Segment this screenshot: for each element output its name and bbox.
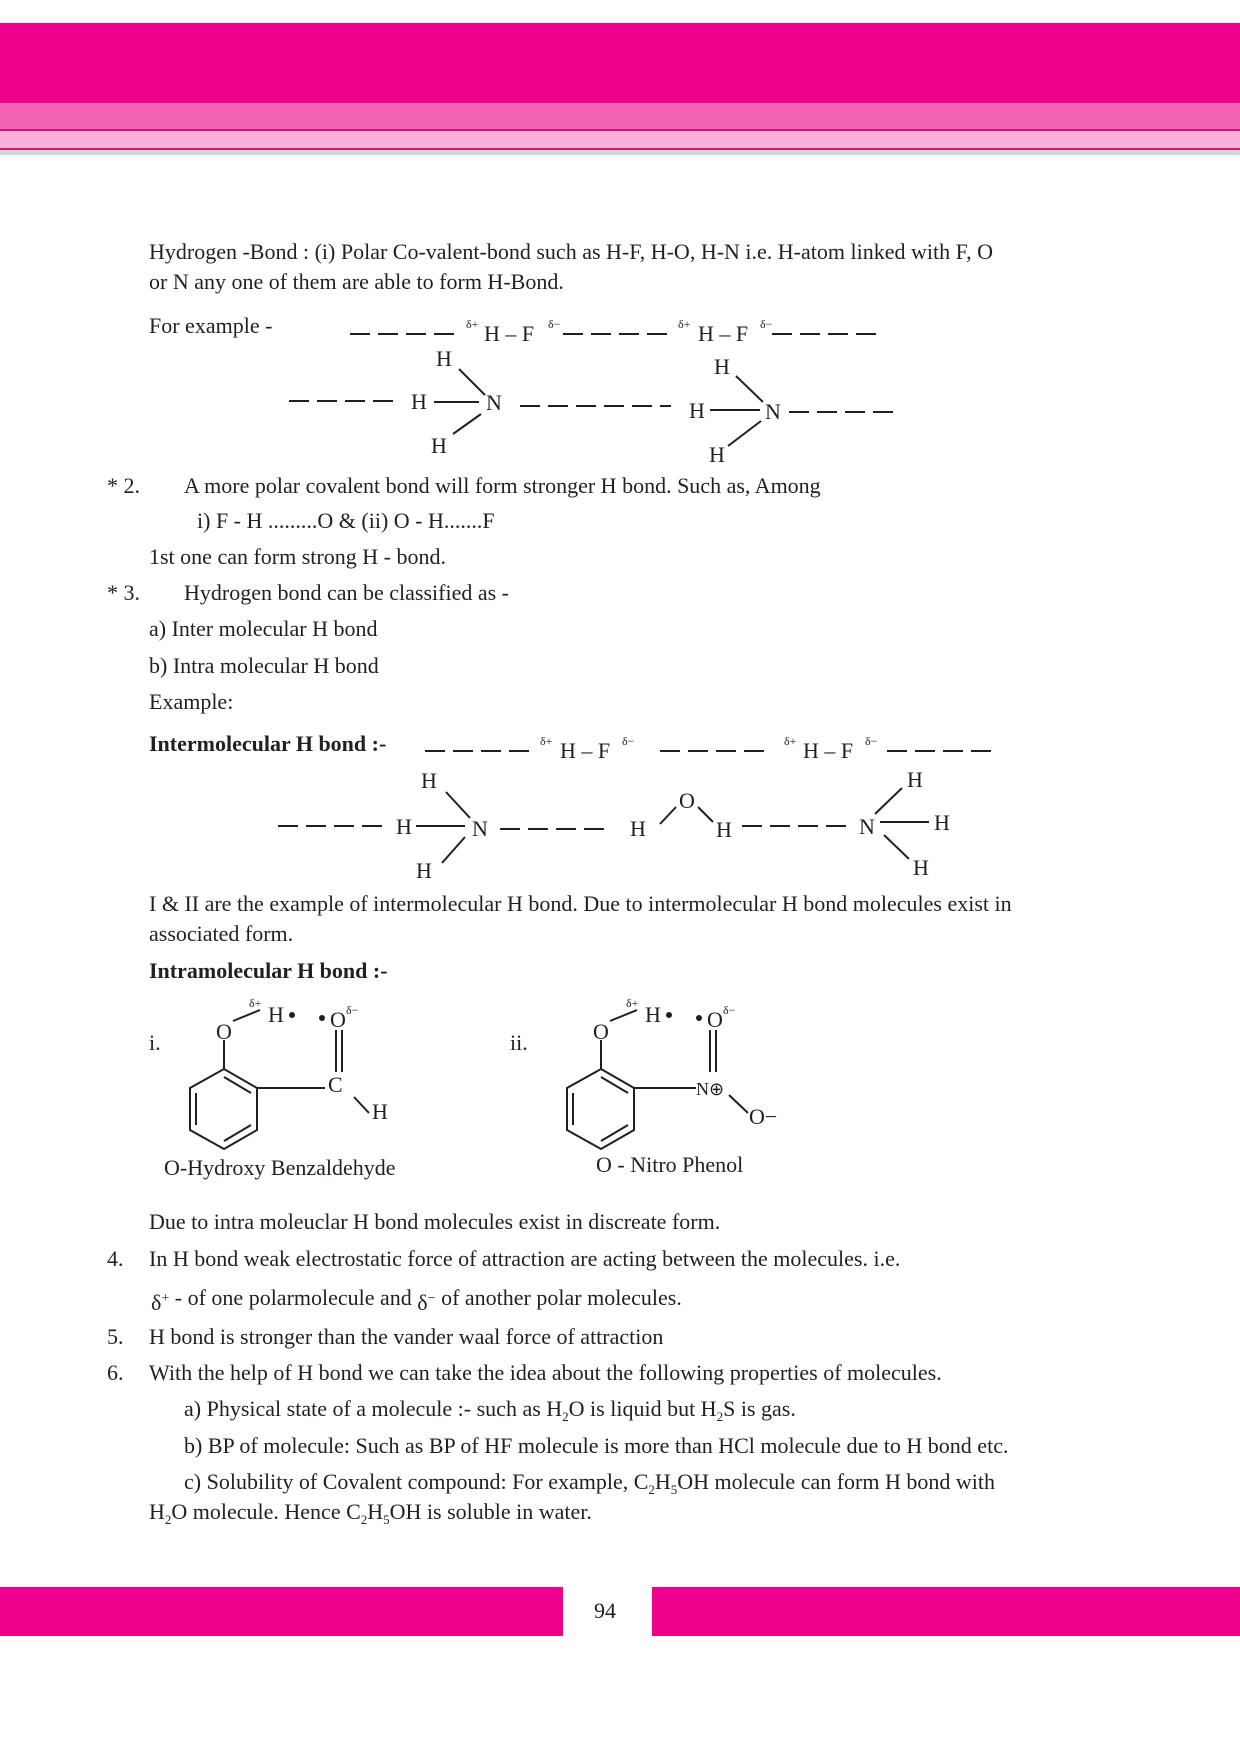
text: S is gas. [723, 1396, 796, 1421]
intra-note: Due to intra moleuclar H bond molecules exist in discreate form. [149, 1209, 721, 1234]
c-atom: C [328, 1072, 343, 1097]
delta-minus: δ− [865, 734, 878, 748]
plus-sign: + [161, 1291, 170, 1306]
bond [459, 369, 485, 395]
delta-symbol: δ [151, 1290, 162, 1315]
intro-line-1: Hydrogen -Bond : (i) Polar Co-valent-bond such as H-F, H-O, H-N i.e. H-atom linked with F, O [149, 239, 993, 264]
delta-symbol: δ [417, 1290, 428, 1315]
n-atom: N [486, 390, 502, 415]
h-atom: H [714, 354, 730, 379]
caption-hydroxy-benzaldehyde: O-Hydroxy Benzaldehyde [164, 1155, 396, 1180]
hf-nh3-diagram [289, 317, 901, 467]
benzene-ring [567, 1069, 634, 1149]
bond [736, 376, 763, 402]
item-3-b: b) Intra molecular H bond [149, 653, 379, 678]
for-example-label: For example - [149, 313, 273, 338]
bond [729, 1095, 748, 1113]
text: H [654, 1469, 671, 1494]
delta-minus: δ− [622, 734, 635, 748]
item-4-marker: 4. [107, 1246, 124, 1271]
delta-text-1: - of one polarmolecule and [169, 1285, 418, 1310]
h-atom: H [431, 433, 447, 458]
o-nitro-phenol-structure [510, 996, 777, 1149]
o-hydroxy-benzaldehyde-structure [149, 996, 388, 1149]
bond [442, 837, 465, 863]
double-bond [601, 1125, 628, 1141]
n-plus-atom: N⊕ [696, 1079, 725, 1099]
o-atom: O [216, 1019, 232, 1044]
subscript: 2 [562, 1409, 569, 1424]
h-atom: H [372, 1099, 388, 1124]
lone-pair-dot [667, 1013, 671, 1017]
h-atom: H [907, 767, 923, 792]
delta-minus: δ− [548, 317, 561, 331]
h-atom: H [709, 442, 725, 467]
o-atom: O [330, 1007, 346, 1032]
footer-bar-right [652, 1587, 1240, 1636]
h-atom: H [396, 814, 412, 839]
intro-line-2: or N any one of them are able to form H-Bond. [149, 269, 564, 294]
inter-note-2: associated form. [149, 921, 294, 946]
h-atom: H [934, 810, 950, 835]
lone-pair-dot [697, 1016, 701, 1020]
inter-note-1: I & II are the example of intermolecular H bond. Due to intermolecular H bond molecules exist in [149, 891, 1012, 916]
bond [698, 807, 713, 822]
o-atom: O [707, 1007, 723, 1032]
subscript: 2 [716, 1409, 724, 1424]
bond [446, 792, 470, 818]
lone-pair-dot [290, 1013, 294, 1017]
h-atom: H [645, 1002, 661, 1027]
subscript: 2 [360, 1512, 368, 1527]
example-label: Example: [149, 689, 234, 714]
text: O is liquid but H [568, 1396, 717, 1421]
h-atom: H [913, 855, 929, 880]
subscript: 5 [670, 1482, 678, 1497]
item-5-text: H bond is stronger than the vander waal force of attraction [149, 1324, 664, 1349]
item-6-marker: 6. [107, 1360, 124, 1385]
h-atom: H [630, 816, 646, 841]
item-3-a: a) Inter molecular H bond [149, 616, 378, 641]
text: O molecule. Hence C [171, 1499, 361, 1524]
text: OH molecule can form H bond with [677, 1469, 995, 1494]
h-atom: H [416, 858, 432, 883]
double-bond [224, 1077, 251, 1093]
hf-molecule: H – F [560, 738, 611, 763]
bond [354, 1097, 369, 1113]
delta-plus: δ+ [466, 317, 479, 331]
delta-plus: δ+ [678, 317, 691, 331]
delta-plus: δ+ [540, 734, 553, 748]
caption-nitro-phenol: O - Nitro Phenol [596, 1152, 744, 1177]
bond [728, 421, 761, 446]
bond [884, 835, 909, 859]
n-atom: N [859, 814, 875, 839]
subscript: 2 [164, 1512, 172, 1527]
h-atom: H [716, 817, 732, 842]
double-bond [224, 1125, 251, 1141]
label-ii: ii. [510, 1030, 528, 1055]
h-atom: H [421, 768, 437, 793]
item-2-sub: i) F - H .........O & (ii) O - H.......F [197, 508, 495, 533]
bond [233, 1010, 260, 1021]
n-atom: N [472, 816, 488, 841]
bond [610, 1010, 637, 1021]
text: H [149, 1499, 165, 1524]
lone-pair-dot [320, 1016, 324, 1020]
text: H [367, 1499, 384, 1524]
item-2-conclusion: 1st one can form strong H - bond. [149, 544, 446, 569]
item-2-text: A more polar covalent bond will form stronger H bond. Such as, Among [184, 473, 821, 498]
benzene-ring [190, 1069, 257, 1149]
delta-plus: δ+ [626, 996, 639, 1010]
o-atom: O [679, 788, 695, 813]
intramolecular-heading: Intramolecular H bond :- [149, 958, 388, 983]
intermolecular-diagram [278, 734, 998, 883]
text: OH is soluble in water. [389, 1499, 592, 1524]
text: a) Physical state of a molecule :- such as H [184, 1396, 563, 1421]
label-i: i. [149, 1030, 161, 1055]
subscript: 2 [648, 1482, 655, 1497]
delta-text-2: of another polar molecules. [435, 1285, 682, 1310]
double-bond [601, 1077, 628, 1093]
o-minus-atom: O− [749, 1104, 778, 1129]
bond [875, 788, 902, 814]
item-3-text: Hydrogen bond can be classified as - [184, 580, 510, 605]
item-4-text: In H bond weak electrostatic force of attraction are acting between the molecules. i.e. [149, 1246, 901, 1271]
bond [660, 807, 676, 824]
item-6-text: With the help of H bond we can take the idea about the following properties of molecules. [149, 1360, 942, 1385]
text: c) Solubility of Covalent compound: For example, C [184, 1469, 649, 1494]
item-6-b: b) BP of molecule: Such as BP of HF molecule is more than HCl molecule due to H bond etc. [184, 1433, 1009, 1458]
page-number: 94 [594, 1598, 616, 1623]
item-2-marker: * 2. [107, 473, 140, 498]
hf-molecule: H – F [484, 321, 535, 346]
delta-minus: δ− [760, 317, 773, 331]
minus-sign: − [427, 1291, 436, 1306]
h-atom: H [411, 389, 427, 414]
h-atom: H [436, 346, 452, 371]
h-atom: H [268, 1002, 284, 1027]
delta-plus: δ+ [249, 996, 262, 1010]
item-5-marker: 5. [107, 1324, 124, 1349]
hf-molecule: H – F [698, 321, 749, 346]
delta-plus: δ+ [784, 734, 797, 748]
h-atom: H [689, 398, 705, 423]
hf-molecule: H – F [803, 738, 854, 763]
footer-bar-left [0, 1587, 563, 1636]
delta-minus: δ− [346, 1003, 359, 1017]
subscript: 5 [383, 1512, 390, 1527]
item-3-marker: * 3. [107, 580, 140, 605]
intermolecular-heading: Intermolecular H bond :- [149, 731, 387, 756]
n-atom: N [765, 399, 781, 424]
o-atom: O [593, 1019, 609, 1044]
bond [453, 414, 481, 434]
delta-minus: δ− [723, 1003, 736, 1017]
